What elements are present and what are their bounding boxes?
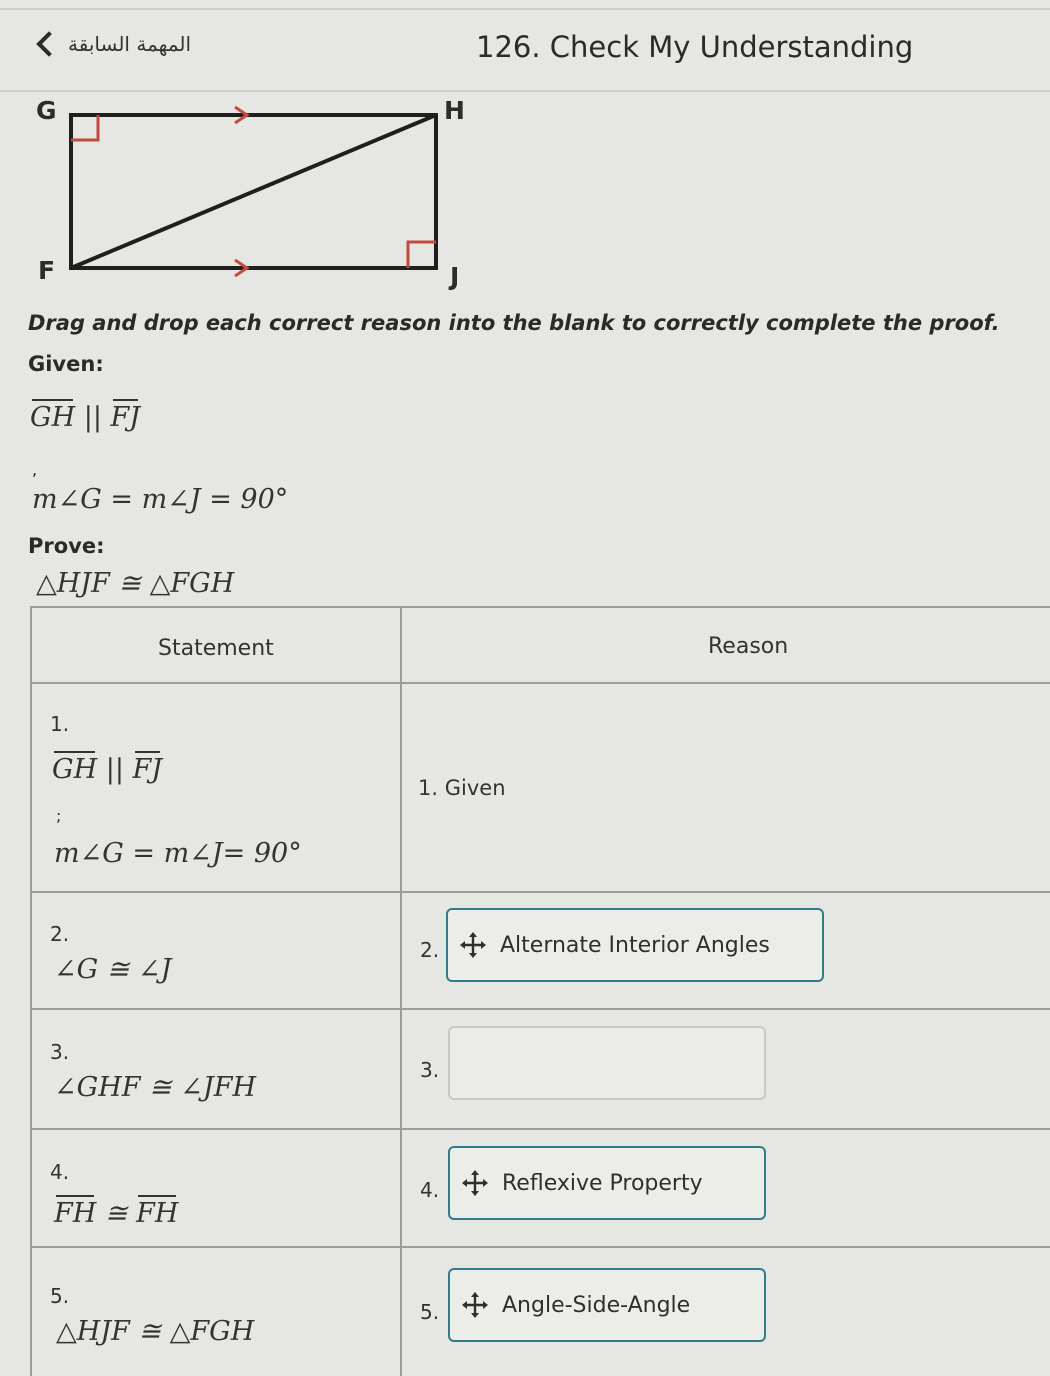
vertex-label-g: G [36, 96, 57, 125]
back-button[interactable] [34, 32, 191, 56]
prove-label: Prove: [28, 534, 105, 558]
prove-statement: △HJF ≅ △FGH [36, 568, 235, 599]
row-1-number: 1. [50, 712, 70, 736]
row-3-reason-dropzone[interactable] [448, 1026, 766, 1100]
row-3-reason-number: 3. [420, 1058, 440, 1082]
right-angle-mark-g [71, 115, 98, 140]
proof-table [30, 606, 1050, 1376]
row-1-reason-number: 1. [418, 776, 439, 800]
row-2-reason-number: 2. [420, 938, 440, 962]
vertex-label-f: F [38, 256, 56, 285]
row-1-reason [418, 776, 506, 800]
given-segment-fj: FJ [110, 402, 141, 433]
row-1-parallel [52, 754, 162, 785]
row-3-statement: ∠GHF ≅ ∠JFH [54, 1072, 256, 1103]
move-arrows-icon [460, 932, 486, 958]
move-arrows-icon [462, 1170, 488, 1196]
diagonal-fh [71, 115, 436, 268]
row-divider [32, 1246, 1050, 1248]
row-2-reason-chip[interactable] [446, 908, 824, 982]
row-divider [32, 891, 1050, 893]
row-4-congruent-symbol: ≅ [104, 1198, 128, 1229]
right-angle-mark-j [408, 242, 436, 268]
row-5-statement: △HJF ≅ △FGH [56, 1316, 255, 1347]
row-1-segment-fj: FJ [132, 754, 163, 785]
row-5-reason-number: 5. [420, 1300, 440, 1324]
row-5-reason-label: Angle-Side-Angle [502, 1292, 691, 1318]
row-1-parallel-symbol: || [105, 754, 124, 785]
row-4-statement [54, 1198, 178, 1229]
row-4-number: 4. [50, 1160, 70, 1184]
row-divider [32, 1008, 1050, 1010]
row-1-separator: ; [56, 806, 62, 825]
instruction-text: Drag and drop each correct reason into the blank to correctly complete the proof. [28, 311, 1000, 335]
row-4-reason-number: 4. [420, 1178, 440, 1202]
top-divider [0, 8, 1050, 10]
row-1-reason-text: Given [444, 776, 506, 800]
row-4-reason-chip[interactable] [448, 1146, 766, 1220]
statement-header: Statement [158, 636, 274, 661]
row-2-number: 2. [50, 922, 70, 946]
back-label: المهمة السابقة [68, 32, 192, 56]
given-label: Given: [28, 352, 104, 376]
chevron-left-icon [36, 31, 61, 56]
row-3-number: 3. [50, 1040, 70, 1064]
given-angles: m∠G = m∠J = 90° [32, 484, 289, 515]
given-segment-gh: GH [30, 402, 76, 433]
reason-header: Reason [708, 634, 789, 659]
parallel-symbol: || [83, 402, 102, 433]
given-parallel [30, 402, 140, 433]
row-4-reason-label: Reflexive Property [502, 1170, 703, 1196]
move-arrows-icon [462, 1292, 488, 1318]
question-header [0, 14, 1050, 92]
row-5-reason-chip[interactable] [448, 1268, 766, 1342]
row-1-angles: m∠G = m∠J= 90° [54, 838, 302, 869]
rectangle-figure [30, 92, 510, 297]
row-2-statement: ∠G ≅ ∠J [54, 954, 172, 985]
column-divider [400, 608, 402, 1376]
vertex-label-j: J [450, 262, 460, 291]
given-separator: , [32, 460, 38, 479]
row-divider [32, 1128, 1050, 1130]
vertex-label-h: H [444, 96, 465, 125]
row-divider [32, 682, 1050, 684]
row-1-segment-gh: GH [52, 754, 98, 785]
rectangle-diagram [30, 92, 510, 297]
row-4-segment-fh: FH [54, 1198, 97, 1229]
row-2-reason-label: Alternate Interior Angles [500, 932, 770, 958]
row-4-segment-fh-2: FH [136, 1198, 179, 1229]
row-5-number: 5. [50, 1284, 70, 1308]
question-title: 126. Check My Understanding [476, 30, 914, 64]
